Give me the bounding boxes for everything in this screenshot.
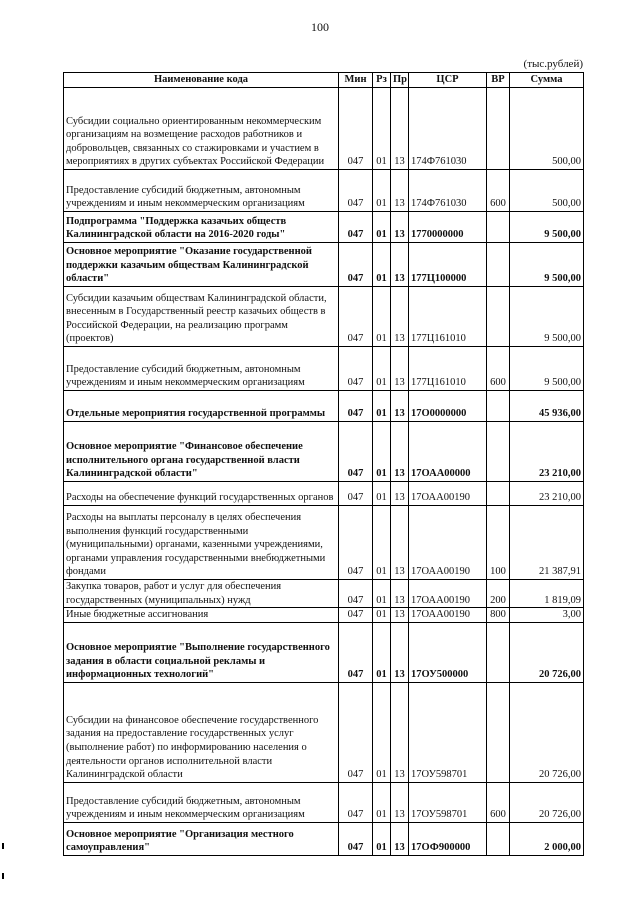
cell-rz: 01 [373, 506, 391, 580]
cell-vr [487, 212, 510, 243]
cell-rz: 01 [373, 347, 391, 391]
cell-rz: 01 [373, 243, 391, 287]
cell-min: 047 [339, 391, 373, 422]
table-row [64, 347, 584, 391]
cell-sum: 23 210,00 [510, 482, 584, 506]
cell-min: 047 [339, 482, 373, 506]
cell-sum: 20 726,00 [510, 782, 584, 822]
cell-name: Предоставление субсидий бюджетным, автономным учреждениям и иным некоммерческим организациям [64, 782, 339, 822]
table-row [64, 88, 584, 170]
cell-min: 047 [339, 422, 373, 482]
cell-vr [487, 243, 510, 287]
cell-rz: 01 [373, 170, 391, 212]
cell-csr: 17ОАА00190 [409, 608, 487, 623]
col-header-name: Наименование кода [64, 73, 339, 88]
table-header [64, 73, 584, 88]
cell-min: 047 [339, 212, 373, 243]
cell-csr: 1770000000 [409, 212, 487, 243]
cell-vr [487, 682, 510, 782]
cell-sum: 9 500,00 [510, 287, 584, 347]
table-row [64, 243, 584, 287]
cell-sum: 500,00 [510, 170, 584, 212]
cell-pr: 13 [391, 347, 409, 391]
col-header-min: Мин [339, 73, 373, 88]
cell-vr [487, 482, 510, 506]
table-row [64, 822, 584, 855]
cell-csr: 17ОАА00190 [409, 580, 487, 608]
cell-min: 047 [339, 622, 373, 682]
table-row [64, 580, 584, 608]
cell-rz: 01 [373, 287, 391, 347]
cell-vr [487, 822, 510, 855]
cell-csr: 17ОАА00190 [409, 482, 487, 506]
cell-name: Субсидии казачьим обществам Калининградской области, внесенным в Государственный реестр казачьих обществ в Российской Федерации, на реализацию программ (проектов) [64, 287, 339, 347]
cell-name: Предоставление субсидий бюджетным, автономным учреждениям и иным некоммерческим организациям [64, 347, 339, 391]
cell-pr: 13 [391, 622, 409, 682]
cell-min: 047 [339, 88, 373, 170]
cell-rz: 01 [373, 782, 391, 822]
cell-vr [487, 422, 510, 482]
margin-mark [2, 843, 4, 849]
cell-csr: 17ОАА00190 [409, 506, 487, 580]
table-row [64, 608, 584, 623]
cell-csr: 174Ф761030 [409, 88, 487, 170]
cell-pr: 13 [391, 506, 409, 580]
cell-name: Основное мероприятие "Финансовое обеспечение исполнительного органа государственной власти Калининградской области" [64, 422, 339, 482]
cell-pr: 13 [391, 782, 409, 822]
table-row [64, 782, 584, 822]
cell-csr: 17ОФ900000 [409, 822, 487, 855]
cell-name: Основное мероприятие "Оказание государственной поддержки казачьим обществам Калининградской области" [64, 243, 339, 287]
cell-pr: 13 [391, 422, 409, 482]
cell-sum: 45 936,00 [510, 391, 584, 422]
cell-sum: 2 000,00 [510, 822, 584, 855]
cell-pr: 13 [391, 287, 409, 347]
cell-pr: 13 [391, 391, 409, 422]
cell-pr: 13 [391, 88, 409, 170]
cell-sum: 3,00 [510, 608, 584, 623]
cell-sum: 9 500,00 [510, 347, 584, 391]
cell-min: 047 [339, 506, 373, 580]
col-header-csr: ЦСР [409, 73, 487, 88]
cell-name: Закупка товаров, работ и услуг для обеспечения государственных (муниципальных) нужд [64, 580, 339, 608]
cell-vr [487, 88, 510, 170]
cell-name: Субсидии социально ориентированным некоммерческим организациям на возмещение расходов работников и добровольцев, связанных со стажировками и участием в мероприятиях в других субъектах Российской Федерации [64, 88, 339, 170]
cell-csr: 177Ц161010 [409, 287, 487, 347]
cell-sum: 23 210,00 [510, 422, 584, 482]
cell-min: 047 [339, 822, 373, 855]
cell-min: 047 [339, 580, 373, 608]
cell-name: Расходы на обеспечение функций государственных органов [64, 482, 339, 506]
table-row [64, 170, 584, 212]
page-number: 100 [311, 20, 329, 34]
cell-pr: 13 [391, 243, 409, 287]
cell-pr: 13 [391, 580, 409, 608]
cell-pr: 13 [391, 170, 409, 212]
cell-rz: 01 [373, 391, 391, 422]
cell-min: 047 [339, 682, 373, 782]
table-row [64, 287, 584, 347]
table-row [64, 482, 584, 506]
cell-sum: 21 387,91 [510, 506, 584, 580]
cell-rz: 01 [373, 580, 391, 608]
cell-name: Основное мероприятие "Выполнение государственного задания в области социальной рекламы и информационных технологий" [64, 622, 339, 682]
cell-pr: 13 [391, 482, 409, 506]
cell-min: 047 [339, 608, 373, 623]
table-row [64, 391, 584, 422]
table-row [64, 422, 584, 482]
cell-vr: 600 [487, 170, 510, 212]
cell-sum: 20 726,00 [510, 682, 584, 782]
cell-vr: 600 [487, 347, 510, 391]
cell-rz: 01 [373, 482, 391, 506]
table-body [64, 88, 584, 856]
cell-name: Основное мероприятие "Организация местного самоуправления" [64, 822, 339, 855]
cell-csr: 17О0000000 [409, 391, 487, 422]
cell-csr: 17ОАА00000 [409, 422, 487, 482]
col-header-sum: Сумма [510, 73, 584, 88]
cell-name: Иные бюджетные ассигнования [64, 608, 339, 623]
cell-rz: 01 [373, 622, 391, 682]
cell-vr: 200 [487, 580, 510, 608]
cell-pr: 13 [391, 608, 409, 623]
cell-pr: 13 [391, 682, 409, 782]
cell-rz: 01 [373, 822, 391, 855]
cell-csr: 17ОУ598701 [409, 782, 487, 822]
units-label: (тыс.рублей) [523, 58, 583, 70]
cell-csr: 17ОУ500000 [409, 622, 487, 682]
cell-sum: 9 500,00 [510, 212, 584, 243]
cell-vr: 600 [487, 782, 510, 822]
cell-vr: 800 [487, 608, 510, 623]
cell-vr [487, 391, 510, 422]
col-header-pr: Пр [391, 73, 409, 88]
table-row [64, 506, 584, 580]
cell-vr [487, 287, 510, 347]
cell-name: Расходы на выплаты персоналу в целях обеспечения выполнения функций государственными (муниципальными) органами, казенными учреждениями, органами управления государственными внебюджетными фондами [64, 506, 339, 580]
margin-mark [2, 873, 4, 879]
cell-rz: 01 [373, 682, 391, 782]
cell-rz: 01 [373, 422, 391, 482]
table-row [64, 622, 584, 682]
cell-name: Предоставление субсидий бюджетным, автономным учреждениям и иным некоммерческим организациям [64, 170, 339, 212]
cell-name: Отдельные мероприятия государственной программы [64, 391, 339, 422]
cell-rz: 01 [373, 88, 391, 170]
cell-sum: 500,00 [510, 88, 584, 170]
cell-sum: 1 819,09 [510, 580, 584, 608]
cell-min: 047 [339, 170, 373, 212]
cell-sum: 20 726,00 [510, 622, 584, 682]
col-header-vr: ВР [487, 73, 510, 88]
cell-min: 047 [339, 347, 373, 391]
table-row [64, 212, 584, 243]
cell-rz: 01 [373, 212, 391, 243]
cell-min: 047 [339, 243, 373, 287]
budget-table [63, 72, 584, 856]
cell-vr [487, 622, 510, 682]
cell-csr: 177Ц161010 [409, 347, 487, 391]
cell-csr: 177Ц100000 [409, 243, 487, 287]
cell-csr: 174Ф761030 [409, 170, 487, 212]
cell-rz: 01 [373, 608, 391, 623]
cell-min: 047 [339, 782, 373, 822]
cell-name: Субсидии на финансовое обеспечение государственного задания на предоставление государственных услуг (выполнение работ) по информированию населения о деятельности органов исполнительной власти Калининградской области [64, 682, 339, 782]
cell-pr: 13 [391, 822, 409, 855]
col-header-rz: Рз [373, 73, 391, 88]
cell-csr: 17ОУ598701 [409, 682, 487, 782]
cell-pr: 13 [391, 212, 409, 243]
cell-vr: 100 [487, 506, 510, 580]
cell-name: Подпрограмма "Поддержка казачьих обществ Калининградской области на 2016-2020 годы" [64, 212, 339, 243]
cell-min: 047 [339, 287, 373, 347]
table-row [64, 682, 584, 782]
cell-sum: 9 500,00 [510, 243, 584, 287]
